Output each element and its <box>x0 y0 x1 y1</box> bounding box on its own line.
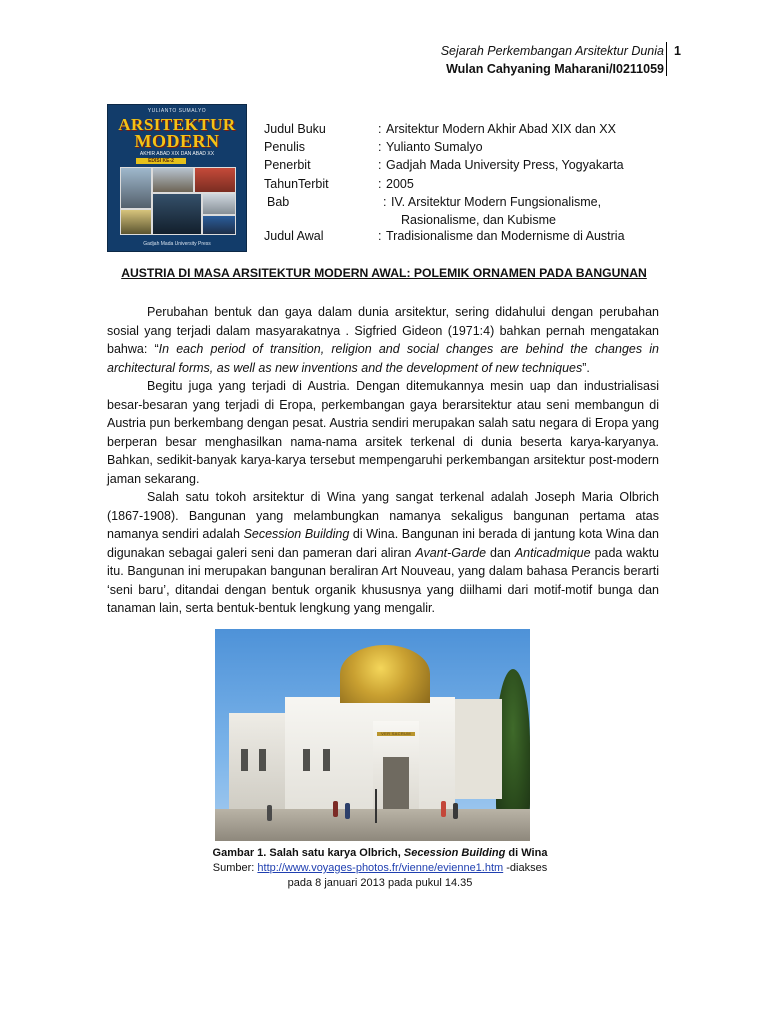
header-title: Sejarah Perkembangan Arsitektur Dunia <box>440 44 664 58</box>
cover-edition: EDISI KE-2 <box>136 158 186 164</box>
italic-term: Secession Building <box>243 527 350 541</box>
paragraph <box>107 303 659 377</box>
cover-publisher: Gadjah Mada University Press <box>143 241 211 247</box>
lamp-post <box>375 789 377 823</box>
info-label: TahunTerbit <box>264 176 329 191</box>
background-building <box>451 699 502 799</box>
source-label: Sumber: <box>212 862 258 874</box>
cover-subtitle: AKHIR ABAD XIX DAN ABAD XX <box>139 151 215 157</box>
cover-photo <box>120 209 152 235</box>
caption-source <box>150 861 610 876</box>
info-separator: : <box>378 122 382 136</box>
portal-sign <box>377 732 415 736</box>
paragraph-text: ”. <box>582 360 590 375</box>
paragraph-text: Perubahan bentuk dan gaya dalam dunia arsitektur, sering didahului dengan perubahan sosial yang terjadi dalam masyarakatnya . Sigfried Gideon (1971:4) bahkan pernah mengatakan bahwa: “ <box>107 305 659 356</box>
quote-text: In each period of transition, religion and social changes are behind the changes in architectural forms, as well as new inventions and the development of new techniques <box>107 342 659 375</box>
caption-italic: Secession Building <box>403 847 506 859</box>
paragraph-text: pada waktu itu. Bangunan ini merupakan bangunan beraliran Art Nouveau, yang dalam bahasa Perancis berarti ‘seni baru’, ditandai dengan bentuk organik khususnya yang diilhami dari motif-motif bunga dan tanaman lain, serta bentuk-bentuk lengkung yang mengalir. <box>107 545 659 615</box>
portal-sign-text: VER SACRUM <box>381 731 411 736</box>
info-value-line1: IV. Arsitektur Modern Fungsionalisme, <box>391 194 602 209</box>
header-author: Wulan Cahyaning Maharani/I0211059 <box>446 62 664 76</box>
caption-title <box>150 846 610 861</box>
cover-author: YULIANTO SUMALYO <box>147 108 207 114</box>
building-body <box>285 697 455 811</box>
info-label: Judul Awal <box>264 228 324 243</box>
caption-suffix: di Wina <box>505 847 548 859</box>
paragraph-text: di Wina. Bangunan ini berada di jantung kota Wina dan digunakan sebagai galeri seni dan pameran dari aliran <box>107 527 660 560</box>
article-body <box>107 303 659 618</box>
cover-photo <box>120 167 152 209</box>
pedestrian <box>267 805 272 821</box>
cover-photo <box>152 193 202 235</box>
golden-dome <box>340 645 430 703</box>
info-separator: : <box>383 194 387 209</box>
window <box>259 749 266 771</box>
info-separator: : <box>378 158 382 173</box>
pedestrian <box>441 801 446 817</box>
plaza-ground <box>215 809 530 841</box>
figure-caption <box>150 846 610 891</box>
building-door <box>383 757 409 811</box>
italic-term: Avant-Garde <box>415 545 487 560</box>
info-label: Penerbit <box>264 158 311 173</box>
info-value-line2: Rasionalisme, dan Kubisme <box>401 212 556 227</box>
info-value: 2005 <box>386 176 414 191</box>
cover-photo <box>152 167 194 193</box>
info-separator: : <box>378 140 382 155</box>
source-suffix: -diakses <box>503 862 548 874</box>
info-label: Bab <box>267 194 290 209</box>
paragraph: Begitu juga yang terjadi di Austria. Dengan ditemukannya mesin uap dan industrialisasi besar-besaran yang terjadi di Eropa, perkembangan gaya berarsitektur atau seni membangun di Austria pun berkembang dengan pesat. Austria sendiri merupakan salah satu negara di Eropa yang berperan besar menghasilkan nama-nama arsitek terkenal di dunia beserta karya-karyanya. Bahkan, sedikit-banyak karya-karya tersebut mempengaruhi perkembangan arsitektur post-modern jaman sekarang. <box>107 379 659 486</box>
info-value <box>391 193 601 229</box>
secession-building-photo <box>215 629 530 841</box>
book-cover-image <box>107 104 247 252</box>
info-separator: : <box>378 228 382 243</box>
paragraph-text: Salah satu tokoh arsitektur di Wina yang sangat terkenal adalah Joseph Maria Olbrich (1867-1908). Bangunan yang melambungkan namanya sekaligus bangunan pertama atas namanya sendiri adalah <box>107 490 659 541</box>
pedestrian <box>333 801 338 817</box>
info-label: Penulis <box>264 140 305 155</box>
info-value: Gadjah Mada University Press, Yogyakarta <box>386 158 624 173</box>
pedestrian <box>453 803 458 819</box>
italic-term: Anticadmique <box>514 545 591 560</box>
cover-title-line1: ARSITEKTUR <box>118 115 236 134</box>
info-value: Tradisionalisme dan Modernisme di Austria <box>386 228 625 243</box>
cover-title-line2: MODERN <box>134 131 220 151</box>
cover-photo <box>194 167 236 193</box>
cover-photo <box>202 193 236 215</box>
pedestrian <box>345 803 350 819</box>
caption-access-date: pada 8 januari 2013 pada pukul 14.35 <box>287 877 473 889</box>
paragraph <box>107 488 659 618</box>
info-value: Yulianto Sumalyo <box>386 140 483 155</box>
window <box>323 749 330 771</box>
source-link[interactable]: http://www.voyages-photos.fr/vienne/evienne1.htm <box>257 862 504 874</box>
caption-prefix: Gambar 1. Salah satu karya Olbrich, <box>212 847 404 859</box>
window <box>303 749 310 771</box>
page-number: 1 <box>674 44 681 58</box>
info-value: Arsitektur Modern Akhir Abad XIX dan XX <box>386 122 616 136</box>
window <box>241 749 248 771</box>
info-separator: : <box>378 176 382 191</box>
paragraph-text: dan <box>486 545 515 560</box>
section-heading: AUSTRIA DI MASA ARSITEKTUR MODERN AWAL: POLEMIK ORNAMEN PADA BANGUNAN <box>121 266 647 280</box>
cover-photo <box>202 215 236 235</box>
info-label: Judul Buku <box>264 122 326 136</box>
page-header <box>441 42 664 78</box>
header-divider <box>666 42 667 76</box>
